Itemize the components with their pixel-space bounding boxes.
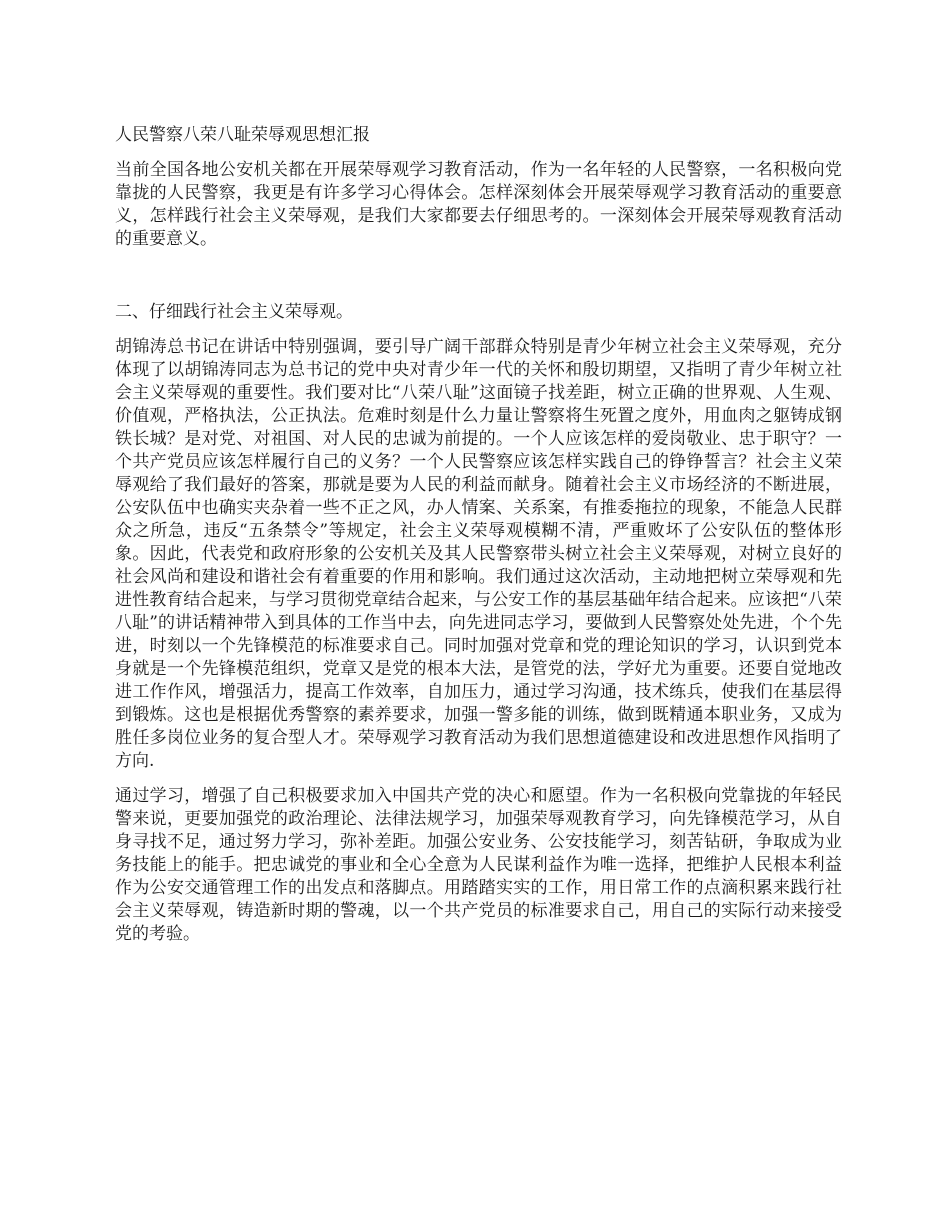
document-body	[115, 124, 842, 958]
section-heading: 二、仔细践行社会主义荣辱观。	[115, 302, 353, 322]
section-gap	[115, 263, 842, 301]
paragraph-practice: 胡锦涛总书记在讲话中特别强调，要引导广阔干部群众特别是青少年树立社会主义荣辱观，充分体现了以胡锦涛同志为总书记的党中央对青少年一代的关怀和殷切期望，又指明了青少年树立社会主义荣辱观的重要性。我们要对比“八荣八耻”这面镜子找差距，树立正确的世界观、人生观、价值观，严格执法，公正执法。危难时刻是什么力量让警察将生死置之度外，用血肉之躯铸成钢铁长城？是对党、对祖国、对人民的忠诚为前提的。一个人应该怎样的爱岗敬业、忠于职守？一个共产党员应该怎样履行自己的义务？一个人民警察应该怎样实践自己的铮铮誓言？社会主义荣辱观给了我们最好的答案，那就是要为人民的利益而献身。随着社会主义市场经济的不断进展，公安队伍中也确实夹杂着一些不正之风，办人情案、关系案，有推委拖拉的现象，不能急人民群众之所急，违反“五条禁令”等规定，社会主义荣辱观模糊不清，严重败坏了公安队伍的整体形象。因此，代表党和政府形象的公安机关及其人民警察带头树立社会主义荣辱观，对树立良好的社会风尚和建设和谐社会有着重要的作用和影响。我们通过这次活动，主动地把树立荣辱观和先进性教育结合起来，与学习贯彻党章结合起来，与公安工作的基层基础年结合起来。应该把“八荣八耻”的讲话精神带入到具体的工作当中去，向先进同志学习，要做到人民警察处处先进，个个先进，时刻以一个先锋模范的标准要求自己。同时加强对党章和党的理论知识的学习，认识到党本身就是一个先锋模范组织，党章又是党的根本大法，是管党的法，学好尤为重要。还要自觉地改进工作作风，增强活力，提高工作效率，自加压力，通过学习沟通，技术练兵，使我们在基层得到锻炼。这也是根据优秀警察的素养要求，加强一警多能的训练，做到既精通本职业务，又成为胜任多岗位业务的复合型人才。荣辱观学习教育活动为我们思想道德建设和改进思想作风指明了方向.	[115, 337, 842, 771]
document-title: 人民警察八荣八耻荣辱观思想汇报	[115, 125, 370, 145]
paragraph-conclusion: 通过学习，增强了自己积极要求加入中国共产党的决心和愿望。作为一名积极向党靠拢的年轻民警来说，更要加强党的政治理论、法律法规学习，加强荣辱观教育学习，向先锋模范学习，从自身寻找不足，通过努力学习，弥补差距。加强公安业务、公安技能学习，刻苦钻研，争取成为业务技能上的能手。把忠诚党的事业和全心全意为人民谋利益作为唯一选择，把维护人民根本利益作为公安交通管理工作的出发点和落脚点。用踏踏实实的工作，用日常工作的点滴积累来践行社会主义荣辱观，铸造新时期的警魂，以一个共产党员的标准要求自己，用自己的实际行动来接受党的考验。	[115, 786, 842, 944]
paragraph-intro: 当前全国各地公安机关都在开展荣辱观学习教育活动，作为一名年轻的人民警察，一名积极向党靠拢的人民警察，我更是有许多学习心得体会。怎样深刻体会开展荣辱观学习教育活动的重要意义，怎样践行社会主义荣辱观，是我们大家都要去仔细思考的。一深刻体会开展荣辱观教育活动的重要意义。	[115, 160, 842, 249]
